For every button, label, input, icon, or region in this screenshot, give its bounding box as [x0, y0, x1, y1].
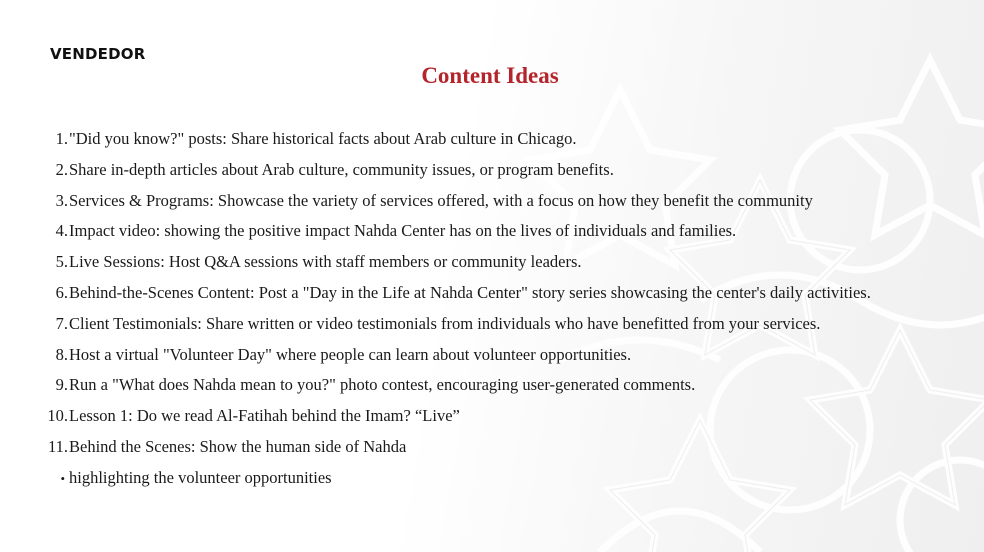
item-number: 5.: [55, 252, 68, 272]
item-text: Run a "What does Nahda mean to you?" photo contest, encouraging user-generated comments.: [69, 375, 696, 395]
list-item: [40, 190, 970, 221]
list-item: [40, 128, 970, 159]
item-number: 9.: [55, 375, 68, 395]
item-text: Share in-depth articles about Arab culture, community issues, or program benefits.: [69, 159, 614, 179]
item-text: Behind-the-Scenes Content: Post a "Day in the Life at Nahda Center" story series showcasing the center's daily activities.: [69, 282, 871, 302]
list-item: [40, 374, 970, 405]
item-number: 7.: [55, 313, 68, 333]
bullet-text: highlighting the volunteer opportunities: [69, 467, 332, 487]
list-item: [40, 405, 970, 436]
item-number: 4.: [55, 221, 68, 241]
item-text: Behind the Scenes: Show the human side of Nahda: [69, 436, 407, 456]
item-text: Host a virtual "Volunteer Day" where people can learn about volunteer opportunities.: [69, 344, 632, 364]
item-text: "Did you know?" posts: Share historical facts about Arab culture in Chicago.: [69, 129, 577, 148]
brand-logo-text: VENDEDOR: [50, 45, 146, 63]
bullet-icon: •: [60, 470, 65, 486]
item-number: 10.: [47, 406, 68, 426]
page-title: Content Ideas: [421, 63, 559, 88]
item-text: Lesson 1: Do we read Al-Fatihah behind the Imam? “Live”: [69, 406, 460, 426]
list-item: [40, 251, 970, 282]
bullet-item: [40, 467, 970, 498]
item-number: 2.: [55, 159, 68, 179]
list-item: [40, 344, 970, 375]
item-number: 3.: [55, 190, 68, 210]
item-number: 11.: [47, 436, 68, 456]
list-item: [40, 282, 970, 313]
list-item: [40, 220, 970, 251]
item-text: Services & Programs: Showcase the variety of services offered, with a focus on how they benefit the community: [69, 190, 813, 210]
list-item: [40, 159, 970, 190]
content-ideas-list: [40, 128, 970, 498]
item-text: Impact video: showing the positive impact Nahda Center has on the lives of individuals and families.: [69, 221, 737, 241]
item-number: 8.: [55, 344, 68, 364]
list-item: [40, 313, 970, 344]
list-item: [40, 436, 970, 467]
item-text: Client Testimonials: Share written or video testimonials from individuals who have benefitted from your services.: [69, 313, 821, 333]
item-number: 1.: [55, 129, 68, 148]
item-text: Live Sessions: Host Q&A sessions with staff members or community leaders.: [69, 252, 582, 272]
item-number: 6.: [55, 282, 68, 302]
